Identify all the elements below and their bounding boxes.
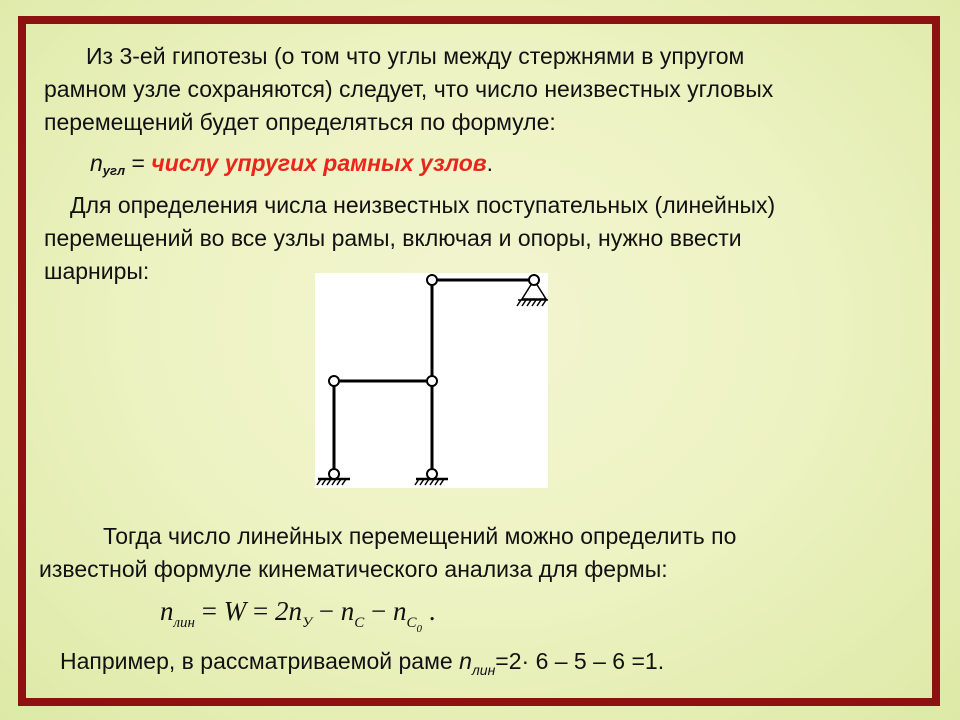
formula-equals: =	[252, 596, 269, 626]
formula-y-subscript: У	[301, 615, 313, 631]
formula-n: n	[160, 596, 174, 626]
text-line: Из 3-ей гипотезы (о том что углы между стержнями в упругом	[86, 43, 745, 69]
formula-minus: −	[371, 596, 387, 626]
hinge-node	[427, 376, 437, 386]
paragraph-kinematic	[39, 520, 921, 586]
formula-dot: .	[428, 596, 436, 626]
text-line: Тогда число линейных перемещений можно определить по	[103, 523, 737, 549]
hinge-node	[329, 376, 339, 386]
formula-2n: 2n	[274, 596, 302, 626]
formula-c0-subscript: C	[406, 615, 417, 631]
formula-minus: −	[318, 596, 335, 626]
rule-end: .	[486, 150, 494, 176]
example-prefix: Например, в рассматриваемой раме	[60, 648, 460, 674]
formula-equals: =	[201, 596, 217, 626]
text-line: Для определения числа неизвестных поступательных (линейных)	[70, 192, 776, 218]
hinge-node	[329, 469, 339, 479]
example-symbol: n	[459, 648, 472, 674]
rule-line	[90, 147, 790, 183]
text-line: рамном узле сохраняются) следует, что число неизвестных угловых	[44, 76, 774, 102]
paragraph-hypothesis	[44, 40, 896, 139]
rule-symbol: n	[90, 150, 103, 176]
text-line: перемещений будет определяться по формуле:	[44, 109, 556, 135]
frame-diagram-svg	[315, 273, 548, 488]
formula-w: W	[223, 596, 247, 626]
formula-c0-subsubscript: 0	[416, 623, 423, 635]
frame-diagram	[315, 273, 548, 488]
text-line: перемещений во все узлы рамы, включая и опоры, нужно ввести	[44, 225, 742, 251]
kinematic-formula	[160, 596, 436, 635]
example-line	[60, 645, 920, 681]
formula-nc0: n	[393, 596, 407, 626]
formula-n-subscript: лин	[173, 615, 195, 631]
rule-equals: =	[125, 150, 152, 176]
hinge-node	[427, 275, 437, 285]
rule-subscript: угл	[102, 163, 126, 178]
rule-highlight: числу упругих рамных узлов	[151, 150, 487, 176]
hinge-node	[529, 275, 539, 285]
formula-nc: n	[340, 596, 355, 626]
text-line: шарниры:	[44, 258, 150, 284]
formula-c-subscript: C	[354, 615, 365, 631]
example-subscript: лин	[471, 662, 496, 678]
example-calculation: =2· 6 – 5 – 6 =1.	[495, 648, 665, 674]
hinge-node	[427, 469, 437, 479]
text-line: известной формуле кинематического анализа для фермы:	[39, 556, 668, 582]
